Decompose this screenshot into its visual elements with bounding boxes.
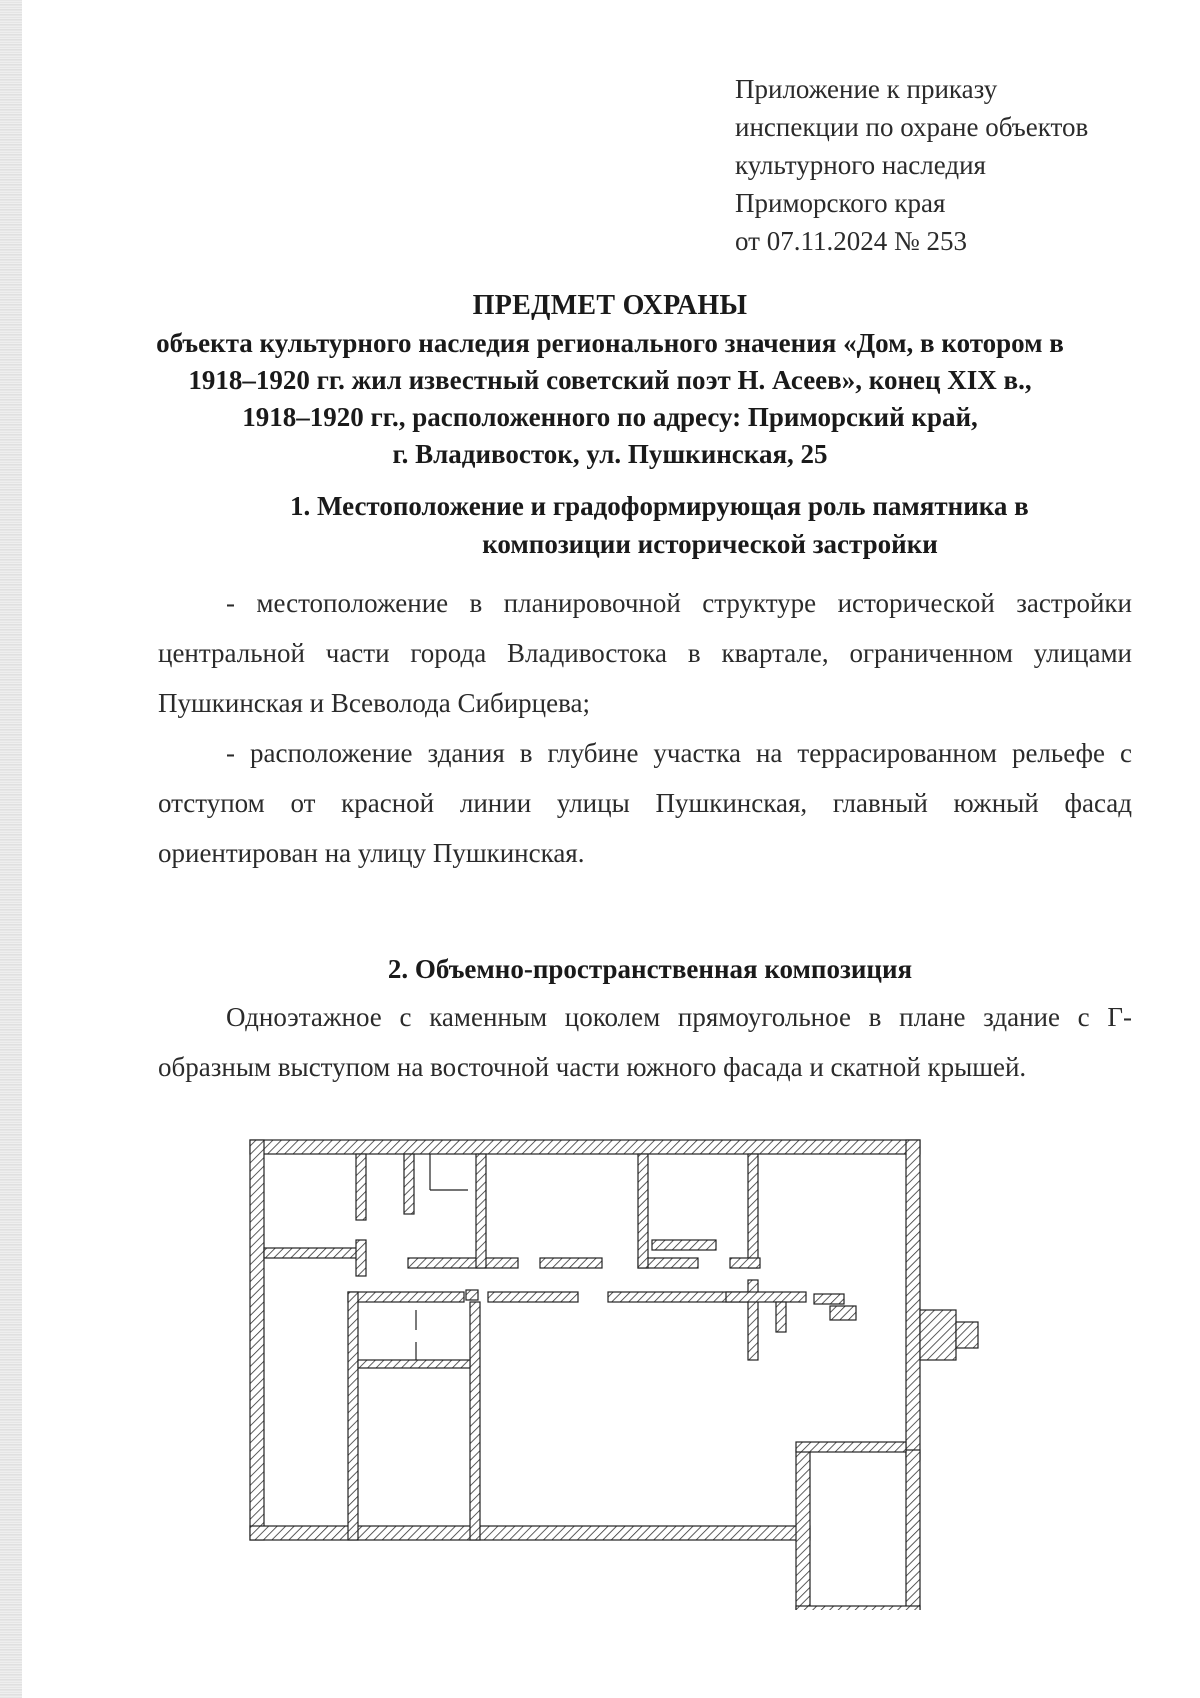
section-1-paragraph-2 [158,728,1132,878]
wall-interior [748,1154,758,1268]
wall-interior [476,1154,486,1268]
wall-interior [814,1294,844,1304]
appendix-line: Приморского края [735,188,946,218]
section-1-heading-line1: 1. Местоположение и градоформирующая роль памятника в [290,491,1029,521]
wall-interior [356,1240,366,1276]
wall-west [250,1140,264,1540]
wall-interior [404,1154,414,1214]
wall-interior [652,1240,716,1250]
appendix-line: культурного наследия [735,150,986,180]
paragraph-text: - местоположение в планировочной структуре исторической застройки центральной части города Владивостока в квартале, ограниченном улицами Пушкинская и Всеволода Сибирцева; [158,588,1132,718]
wall-wing-east [906,1450,920,1610]
wall-interior [264,1248,360,1258]
wall-interior [348,1292,464,1302]
appendix-line: от 07.11.2024 № 253 [735,226,967,256]
floor-plan-drawing [240,1130,1000,1610]
subtitle-line: 1918–1920 гг., расположенного по адресу: Приморский край, [242,402,978,432]
wall-interior [796,1442,906,1452]
wall-east [906,1140,920,1460]
wall-south [250,1526,810,1540]
wall-interior [348,1292,358,1540]
paragraph-text: - расположение здания в глубине участка на террасированном рельефе с отступом от красной линии улицы Пушкинская, главный южный фасад ориентирован на улицу Пушкинская. [158,738,1132,868]
floor-plan-walls [250,1140,978,1610]
subtitle-line: объекта культурного наследия регионального значения «Дом, в котором в [156,328,1064,358]
porch-step [956,1322,978,1348]
appendix-line: инспекции по охране объектов [735,112,1089,142]
appendix-header [735,70,1088,260]
title-block [110,287,1110,473]
wall-interior [470,1302,480,1540]
wall-interior [638,1154,648,1268]
section-1-paragraph-1 [158,578,1132,728]
wall-interior [356,1154,366,1220]
wall-north [250,1140,920,1154]
subtitle-line: 1918–1920 гг. жил известный советский поэт Н. Асеев», конец XIX в., [188,365,1032,395]
wall-interior [358,1360,470,1368]
porch-outer [920,1310,956,1360]
floor-plan-details [416,1154,468,1360]
paragraph-text: Одноэтажное с каменным цоколем прямоугольное в плане здание с Г-образным выступом на восточной части южного фасада и скатной крышей. [158,1002,1132,1082]
section-1-heading [250,487,1170,563]
wall-interior [488,1292,578,1302]
section-2-heading: 2. Объемно-пространственная композиция [387,954,913,984]
section-1-heading-line2: композиции исторической застройки [482,529,938,559]
wall-interior [730,1258,760,1268]
section-2-paragraph [158,992,1132,1092]
wall-interior [466,1290,478,1300]
document-title: ПРЕДМЕТ ОХРАНЫ [472,290,748,321]
subtitle-line: г. Владивосток, ул. Пушкинская, 25 [392,439,828,469]
wall-interior [830,1306,856,1320]
wall-interior [540,1258,602,1268]
wall-wing-south [796,1606,920,1610]
wall-interior [726,1292,806,1302]
wall-wing-west [796,1450,810,1610]
scan-edge-artifact [0,0,22,1698]
wall-interior [408,1258,518,1268]
appendix-line: Приложение к приказу [735,74,998,104]
wall-interior [776,1302,786,1332]
